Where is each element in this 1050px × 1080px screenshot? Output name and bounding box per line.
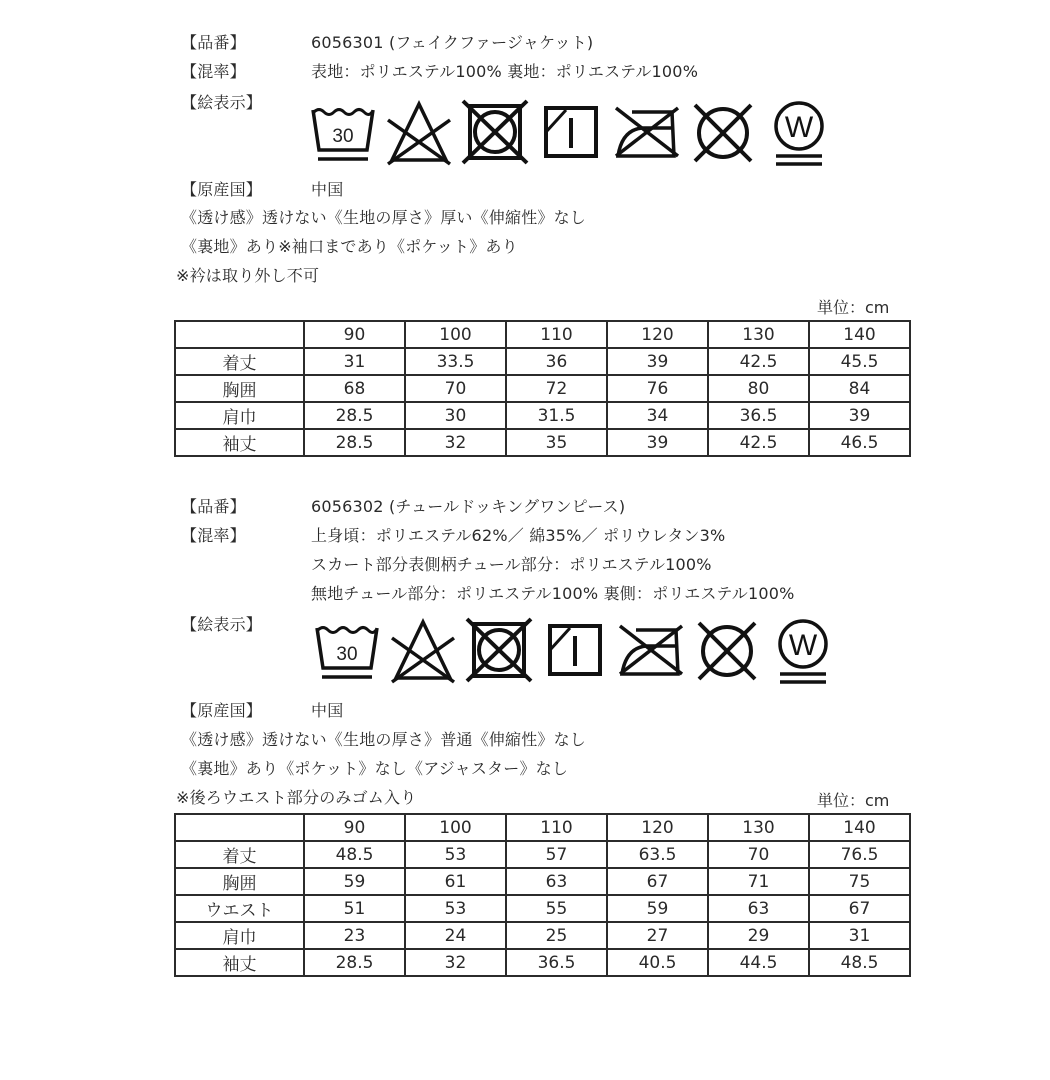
table-cell: 61 [405,868,506,895]
wash-30-icon [305,95,381,171]
table-cell: 32 [405,949,506,976]
table-cell: 35 [506,429,607,456]
row-label: 胸囲 [175,868,304,895]
table-row [175,402,910,429]
table-row [175,375,910,402]
note-line: 《透け感》透けない《生地の厚さ》普通《伸縮性》なし [181,730,587,749]
row-label: 肩巾 [175,402,304,429]
table-cell: 53 [405,841,506,868]
table-cell: 48.5 [304,841,405,868]
table-header-cell: 120 [607,814,708,841]
table-cell: 39 [607,348,708,375]
table-cell: 59 [607,895,708,922]
no-iron-icon [613,613,689,689]
table-header-cell: 130 [708,321,809,348]
table-header-cell: 140 [809,814,910,841]
table-cell: 63 [506,868,607,895]
table-cell: 48.5 [809,949,910,976]
ehyoji-label: 【絵表示】 [181,615,263,634]
table-cell: 67 [809,895,910,922]
note-line: 《裏地》あり《ポケット》なし《アジャスター》なし [181,759,569,778]
table-cell: 39 [607,429,708,456]
unit-label: 単位：cm [817,298,890,317]
row-label: 袖丈 [175,949,304,976]
table-cell: 31.5 [506,402,607,429]
table-cell: 63.5 [607,841,708,868]
table-cell: 27 [607,922,708,949]
hinban-value: 6056302 (チュールドッキングワンピース) [311,497,626,516]
konritsu-line: 無地チュール部分：ポリエステル100% 裏側：ポリエステル100% [311,584,795,603]
row-label: 着丈 [175,348,304,375]
size-table [174,813,911,977]
table-cell: 70 [405,375,506,402]
table-cell: 34 [607,402,708,429]
row-label: 着丈 [175,841,304,868]
konritsu-label: 【混率】 [181,526,246,545]
wet-clean-icon [765,613,841,689]
table-cell: 67 [607,868,708,895]
table-header-cell: 110 [506,321,607,348]
table-header-row [175,321,910,348]
svg-text:30: 30 [332,126,354,147]
table-cell: 80 [708,375,809,402]
table-row [175,429,910,456]
konritsu-line: スカート部分表側柄チュール部分：ポリエステル100% [311,555,712,574]
table-cell: 76 [607,375,708,402]
row-label: 胸囲 [175,375,304,402]
hinban-value: 6056301 (フェイクファージャケット) [311,33,594,52]
no-iron-icon [609,95,685,171]
svg-text:W: W [784,111,814,144]
gensankoku-value: 中国 [311,180,344,199]
table-cell: 68 [304,375,405,402]
table-cell: 42.5 [708,348,809,375]
table-cell: 45.5 [809,348,910,375]
row-label: 肩巾 [175,922,304,949]
table-row [175,841,910,868]
table-header-cell: 90 [304,814,405,841]
no-tumble-dry-icon [457,95,533,171]
unit-label: 単位：cm [817,791,890,810]
table-header-cell: 120 [607,321,708,348]
konritsu-line: 上身頃：ポリエステル62%／ 綿35%／ ポリウレタン3% [311,526,726,545]
table-cell: 76.5 [809,841,910,868]
table-row [175,922,910,949]
note-line: ※後ろウエスト部分のみゴム入り [176,788,417,807]
table-header-cell: 100 [405,321,506,348]
ehyoji-label: 【絵表示】 [181,93,263,112]
table-cell: 28.5 [304,402,405,429]
table-cell: 46.5 [809,429,910,456]
table-cell: 24 [405,922,506,949]
table-header-cell: 130 [708,814,809,841]
table-cell: 39 [809,402,910,429]
svg-text:30: 30 [336,644,358,665]
row-label: 袖丈 [175,429,304,456]
table-cell: 42.5 [708,429,809,456]
table-cell: 40.5 [607,949,708,976]
line-dry-shade-icon [533,95,609,171]
table-cell: 33.5 [405,348,506,375]
care-icons-row [309,613,841,689]
table-row [175,949,910,976]
table-header-cell [175,321,304,348]
table-cell: 72 [506,375,607,402]
table-cell: 23 [304,922,405,949]
gensankoku-label: 【原産国】 [181,180,263,199]
line-dry-shade-icon [537,613,613,689]
no-dry-clean-icon [689,613,765,689]
table-cell: 84 [809,375,910,402]
size-table [174,320,911,457]
table-cell: 36 [506,348,607,375]
table-cell: 44.5 [708,949,809,976]
table-cell: 36.5 [708,402,809,429]
table-header-cell: 100 [405,814,506,841]
table-cell: 28.5 [304,949,405,976]
no-dry-clean-icon [685,95,761,171]
no-bleach-icon [381,95,457,171]
table-header-cell [175,814,304,841]
note-line: 《裏地》あり※袖口まであり《ポケット》あり [181,237,518,256]
konritsu-label: 【混率】 [181,62,246,81]
gensankoku-label: 【原産国】 [181,701,263,720]
svg-text:W: W [788,629,818,662]
no-tumble-dry-icon [461,613,537,689]
table-cell: 75 [809,868,910,895]
table-cell: 25 [506,922,607,949]
konritsu-line: 表地：ポリエステル100% 裏地：ポリエステル100% [311,62,699,81]
table-cell: 70 [708,841,809,868]
table-cell: 36.5 [506,949,607,976]
table-cell: 63 [708,895,809,922]
row-label: ウエスト [175,895,304,922]
table-cell: 55 [506,895,607,922]
no-bleach-icon [385,613,461,689]
table-cell: 71 [708,868,809,895]
table-header-cell: 140 [809,321,910,348]
wash-30-icon [309,613,385,689]
care-icons-row [305,95,837,171]
table-cell: 53 [405,895,506,922]
gensankoku-value: 中国 [311,701,344,720]
table-cell: 51 [304,895,405,922]
table-cell: 30 [405,402,506,429]
table-row [175,868,910,895]
note-line: ※衿は取り外し不可 [176,266,320,285]
wet-clean-icon [761,95,837,171]
table-cell: 28.5 [304,429,405,456]
table-header-row [175,814,910,841]
table-row [175,895,910,922]
table-cell: 59 [304,868,405,895]
table-cell: 31 [304,348,405,375]
table-header-cell: 110 [506,814,607,841]
table-header-cell: 90 [304,321,405,348]
table-cell: 29 [708,922,809,949]
table-cell: 57 [506,841,607,868]
note-line: 《透け感》透けない《生地の厚さ》厚い《伸縮性》なし [181,208,587,227]
table-cell: 31 [809,922,910,949]
hinban-label: 【品番】 [181,33,246,52]
table-row [175,348,910,375]
hinban-label: 【品番】 [181,497,246,516]
table-cell: 32 [405,429,506,456]
